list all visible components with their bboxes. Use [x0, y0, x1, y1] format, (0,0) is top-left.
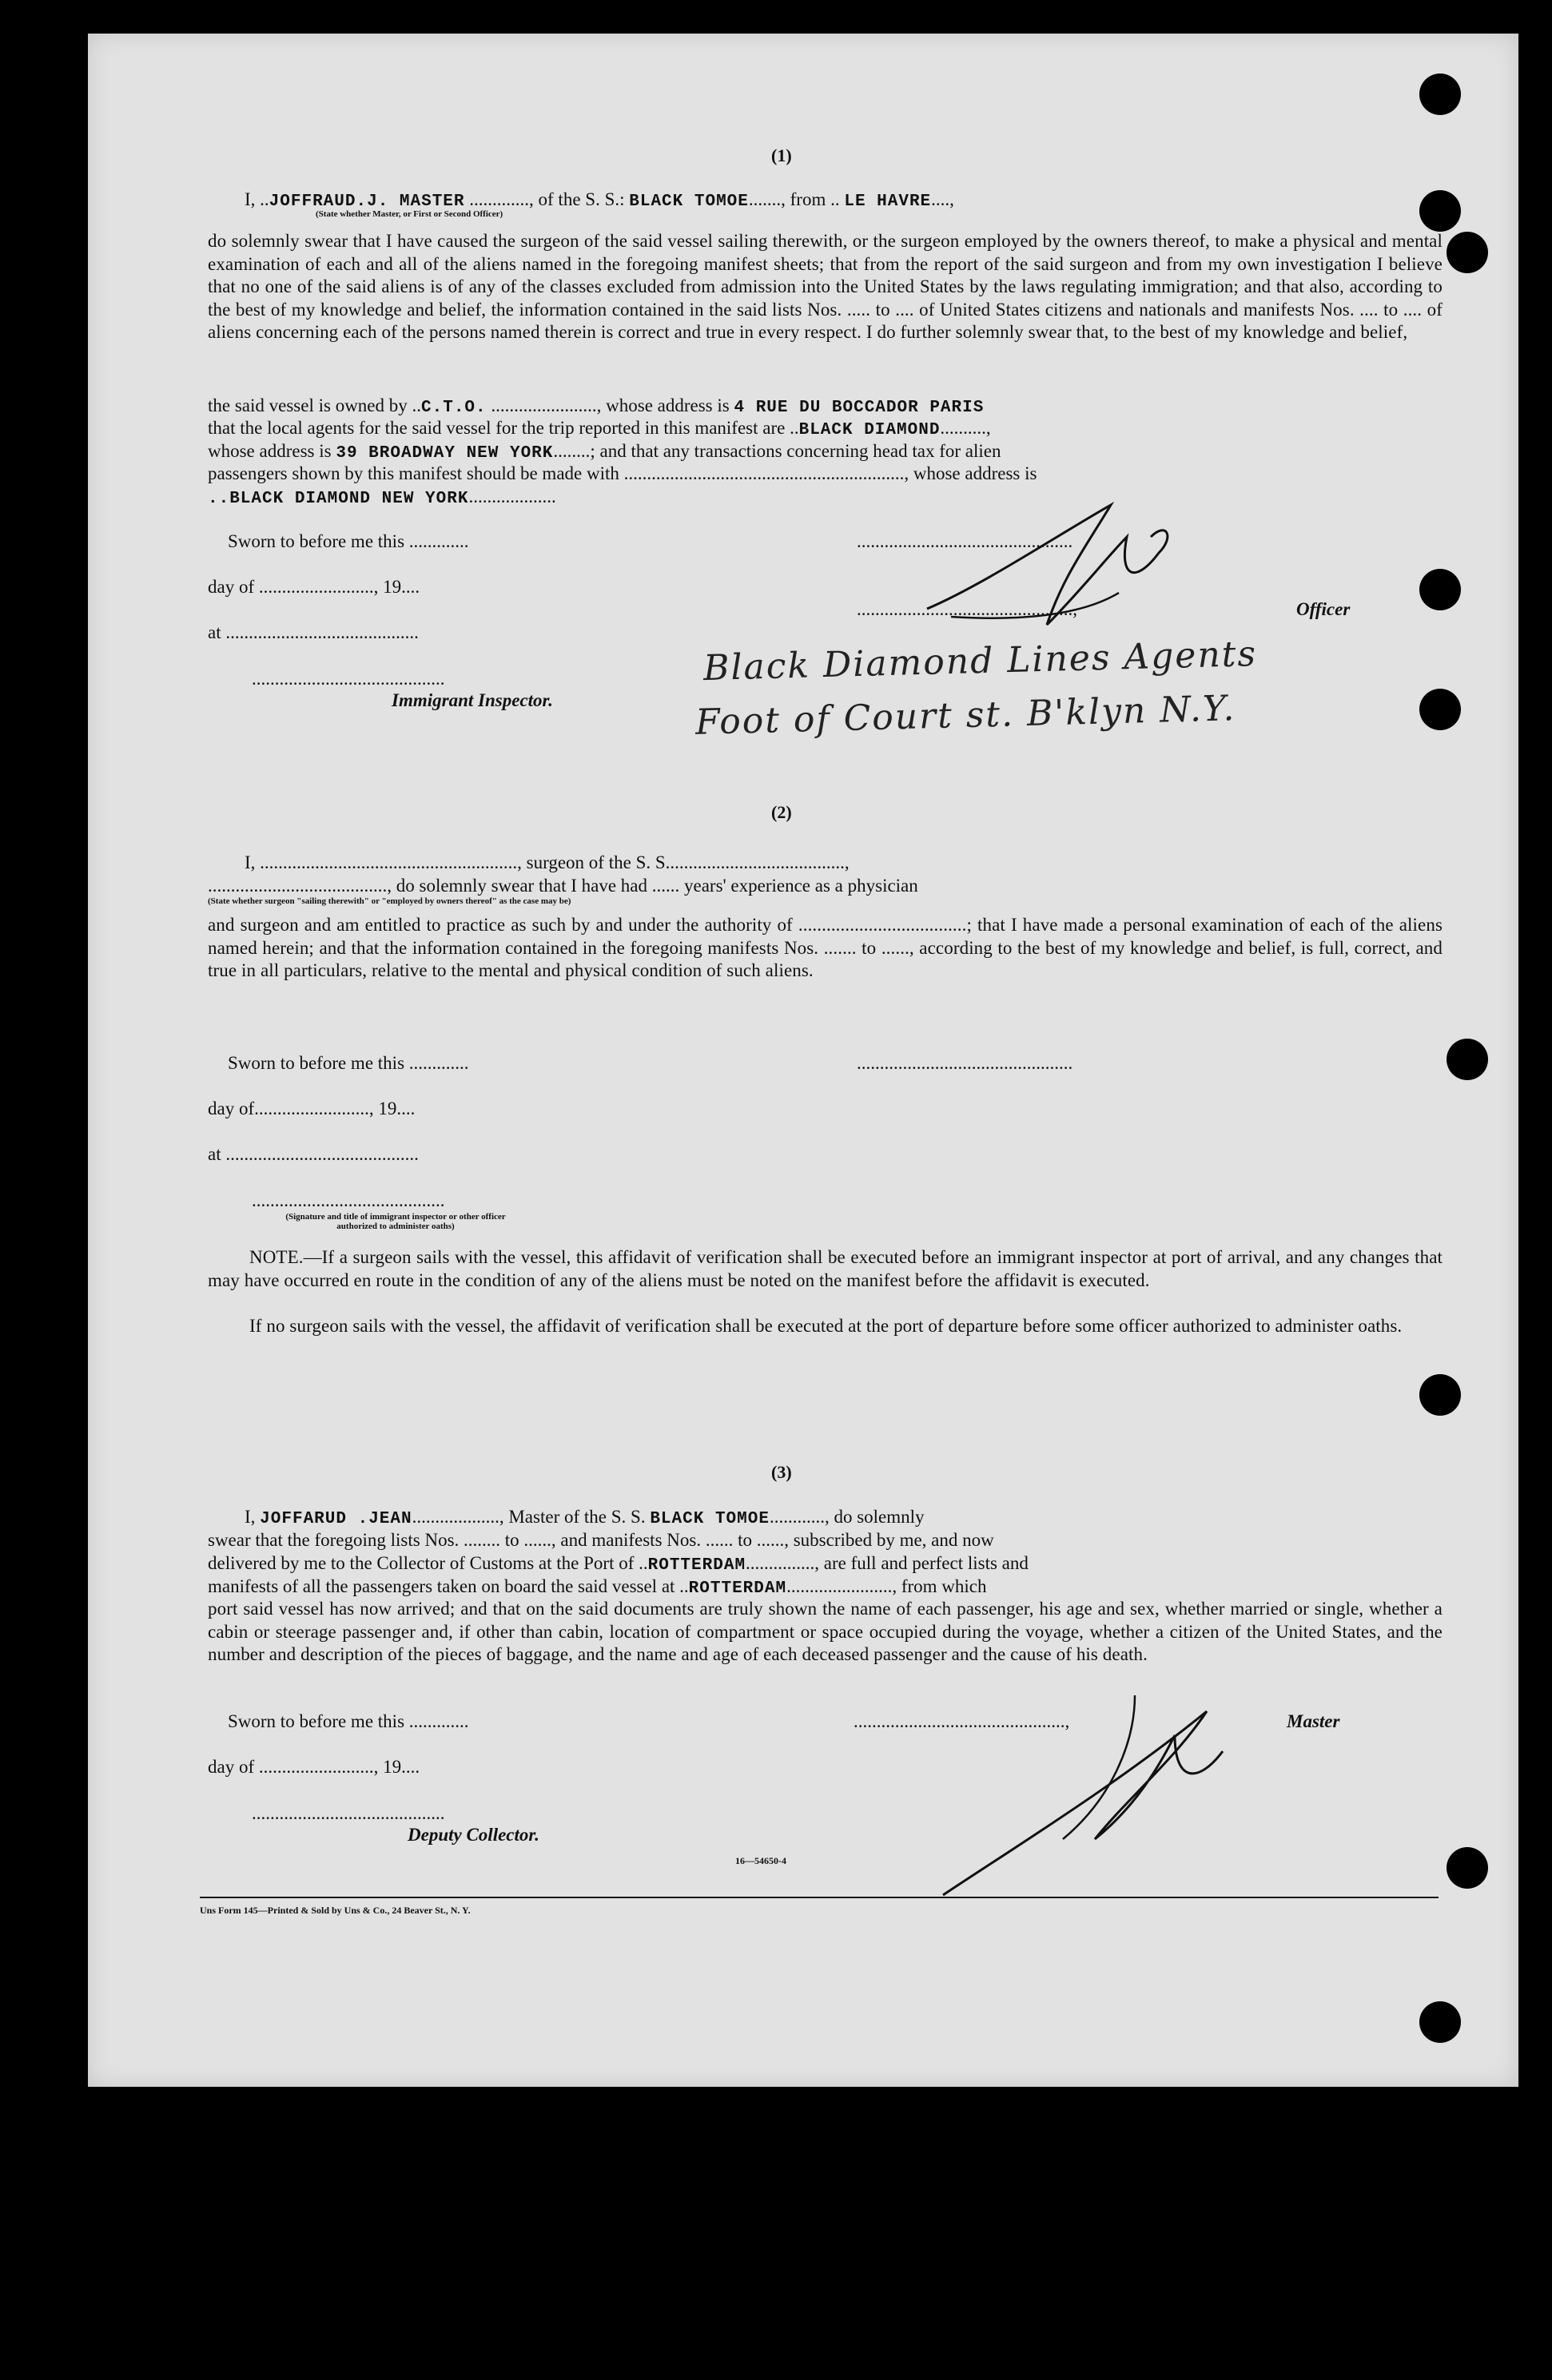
- binder-hole: [1419, 1374, 1461, 1416]
- binder-hole: [1419, 2001, 1461, 2043]
- sec2-signature-note: (Signature and title of immigrant inspector or other officer authorized to administer oaths): [285, 1212, 506, 1231]
- master-name: JOFFRAUD.J. MASTER: [269, 193, 465, 211]
- agent-name: BLACK DIAMOND: [798, 421, 941, 439]
- sec2-sworn: Sworn to before me this .............: [228, 1053, 469, 1073]
- vessel-name: BLACK TOMOE: [629, 193, 749, 211]
- sec2-sig-dots: ...............................................: [857, 1053, 1073, 1073]
- sec2-day: day of........................., 19....: [208, 1099, 416, 1118]
- surgeon-body: and surgeon and am entitled to practice as such by and under the authority of ....................................; that I have made a personal examination of each of the aliens named herein; and that the information contained in the foregoing manifests Nos. ....... to ......, according to the best of my knowledge and belief, is full, correct, and true in all particulars, relative to the mental and physical condition of such aliens.: [208, 915, 1443, 980]
- sec3-line-3: delivered by me to the Collector of Customs at the Port of ..ROTTERDAM..............., are full and perfect lists and: [208, 1553, 1029, 1575]
- sec3-line-4: manifests of all the passengers taken on board the said vessel at ..ROTTERDAM......................., from which: [208, 1576, 987, 1598]
- headtax-party: ..BLACK DIAMOND NEW YORK: [208, 490, 469, 508]
- master-line: I, JOFFARUD .JEAN..................., Master of the S. S. BLACK TOMOE............, do solemnly: [245, 1507, 925, 1528]
- headtax-line: ..BLACK DIAMOND NEW YORK...................: [208, 487, 556, 508]
- master-signature: [935, 1663, 1255, 1903]
- master-oath-line: I, ..JOFFRAUD.J. MASTER ............., of the S. S.: BLACK TOMOE......., from .. LE HAVRE....,: [245, 189, 954, 211]
- note-2: If no surgeon sails with the vessel, the affidavit of verification shall be executed at the port of departure before some officer authorized to administer oaths.: [249, 1316, 1403, 1336]
- sec3-day: day of ........................., 19....: [208, 1757, 420, 1777]
- owner-address: 4 RUE DU BOCCADOR PARIS: [734, 399, 985, 417]
- section-3-heading: (3): [771, 1462, 792, 1482]
- officer-signature: [919, 489, 1223, 649]
- sec3-vessel-name: BLACK TOMOE: [650, 1510, 770, 1528]
- sec1-at: at ..........................................: [208, 622, 419, 642]
- deputy-collector-label: Deputy Collector.: [408, 1825, 539, 1845]
- oath-body-1: do solemnly swear that I have caused the surgeon of the said vessel sailing therewith, or the surgeon employed by the owners thereof, to make a physical and mental examination of each and all of the aliens named in the foregoing manifest sheets; that from the report of the said surgeon and from my own investigation I believe that no one of the said aliens is of any of the classes excluded from admission into the United States by the laws regulating immigration; and that also, according to the best of my knowledge and belief, the information contained in the said lists Nos. ..... to .... of United States citizens and nationals and manifests Nos. .... to .... of aliens concerning each of the persons named therein is correct and true in every respect. I do further solemnly swear that, to the best of my knowledge and belief,: [208, 231, 1443, 342]
- binder-hole: [1419, 569, 1461, 610]
- sec3-line-2: swear that the foregoing lists Nos. ........ to ......, and manifests Nos. ...... to ......, subscribed by me, and now: [208, 1530, 994, 1550]
- sec3-sworn: Sworn to before me this .............: [228, 1711, 469, 1731]
- owner-name: C.T.O.: [421, 399, 487, 417]
- surgeon-line-1: I, ........................................................, surgeon of the S. S.......................................,: [245, 852, 850, 872]
- handwritten-address: Foot of Court st. B'klyn N.Y.: [694, 688, 1236, 743]
- agent-address: 39 BROADWAY NEW YORK: [336, 444, 554, 463]
- binder-hole: [1419, 74, 1461, 115]
- agents-line: that the local agents for the said vessel for the trip reported in this manifest are ..BLACK DIAMOND..........,: [208, 418, 991, 439]
- sec1-sworn: Sworn to before me this .............: [228, 531, 469, 551]
- owner-line: the said vessel is owned by ..C.T.O. ......................., whose address is 4 RUE DU BOCCADOR PARIS: [208, 395, 985, 417]
- boarding-port: ROTTERDAM: [688, 1579, 787, 1598]
- note-1: NOTE.—If a surgeon sails with the vessel, this affidavit of verification shall be executed before an immigrant inspector at port of arrival, and any changes that may have occurred en route in the condition of any of the aliens must be noted on the manifest before the affidavit is executed.: [208, 1247, 1443, 1290]
- sec2-inspector-dots: ..........................................: [252, 1190, 445, 1210]
- handwritten-agents: Black Diamond Lines Agents: [702, 633, 1258, 689]
- manifest-page: [88, 34, 1518, 2087]
- passengers-line: passengers shown by this manifest should be made with ............................................................., whose address is: [208, 463, 1037, 483]
- surgeon-line-2: ......................................., do solemnly swear that I have had ...... years' experience as a physician: [208, 876, 918, 896]
- footer-rule: [200, 1897, 1439, 1898]
- binder-hole: [1447, 1847, 1488, 1889]
- sec3-body: port said vessel has now arrived; and that on the said documents are truly shown the name of each passenger, his age and sex, whether married or single, whether a cabin or steerage passenger and, if other than cabin, location of compartment or space occupied during the voyage, whether a citizen of the United States, and the number and description of the pieces of baggage, and the name and age of each deceased passenger and the cause of his death.: [208, 1599, 1443, 1664]
- sec3-collector-dots: ..........................................: [252, 1803, 445, 1823]
- section-2-heading: (2): [771, 802, 792, 822]
- agent-address-line: whose address is 39 BROADWAY NEW YORK........; and that any transactions concerning head tax for alien: [208, 441, 1001, 463]
- master-label: Master: [1287, 1711, 1340, 1731]
- arrival-port: ROTTERDAM: [647, 1556, 746, 1575]
- binder-hole: [1447, 1039, 1488, 1080]
- sec1-sig-dots-1: ...............................................: [857, 531, 1073, 551]
- section-1-heading: (1): [771, 145, 792, 165]
- binder-hole: [1419, 689, 1461, 730]
- surgeon-state-note: (State whether surgeon "sailing therewith" or "employed by owners thereof" as the case may be): [208, 896, 571, 906]
- binder-hole: [1419, 190, 1461, 232]
- departure-port: LE HAVRE: [844, 193, 932, 211]
- sec3-sig-dots: ..............................................,: [854, 1711, 1070, 1731]
- immigrant-inspector-label: Immigrant Inspector.: [392, 690, 553, 710]
- officer-label: Officer: [1296, 599, 1351, 619]
- sec1-inspector-dots: ..........................................: [252, 669, 445, 689]
- sec2-at: at ..........................................: [208, 1144, 419, 1164]
- officer-state-note: (State whether Master, or First or Second Officer): [316, 209, 503, 219]
- sec3-master-name: JOFFARUD .JEAN: [260, 1510, 412, 1528]
- form-code: 16—54650-4: [735, 1855, 786, 1866]
- binder-hole: [1447, 232, 1488, 273]
- sec1-sig-dots-2: ...............................................,: [857, 599, 1077, 619]
- printer-footer: Uns Form 145—Printed & Sold by Uns & Co., 24 Beaver St., N. Y.: [200, 1905, 471, 1916]
- sec1-day: day of ........................., 19....: [208, 577, 420, 597]
